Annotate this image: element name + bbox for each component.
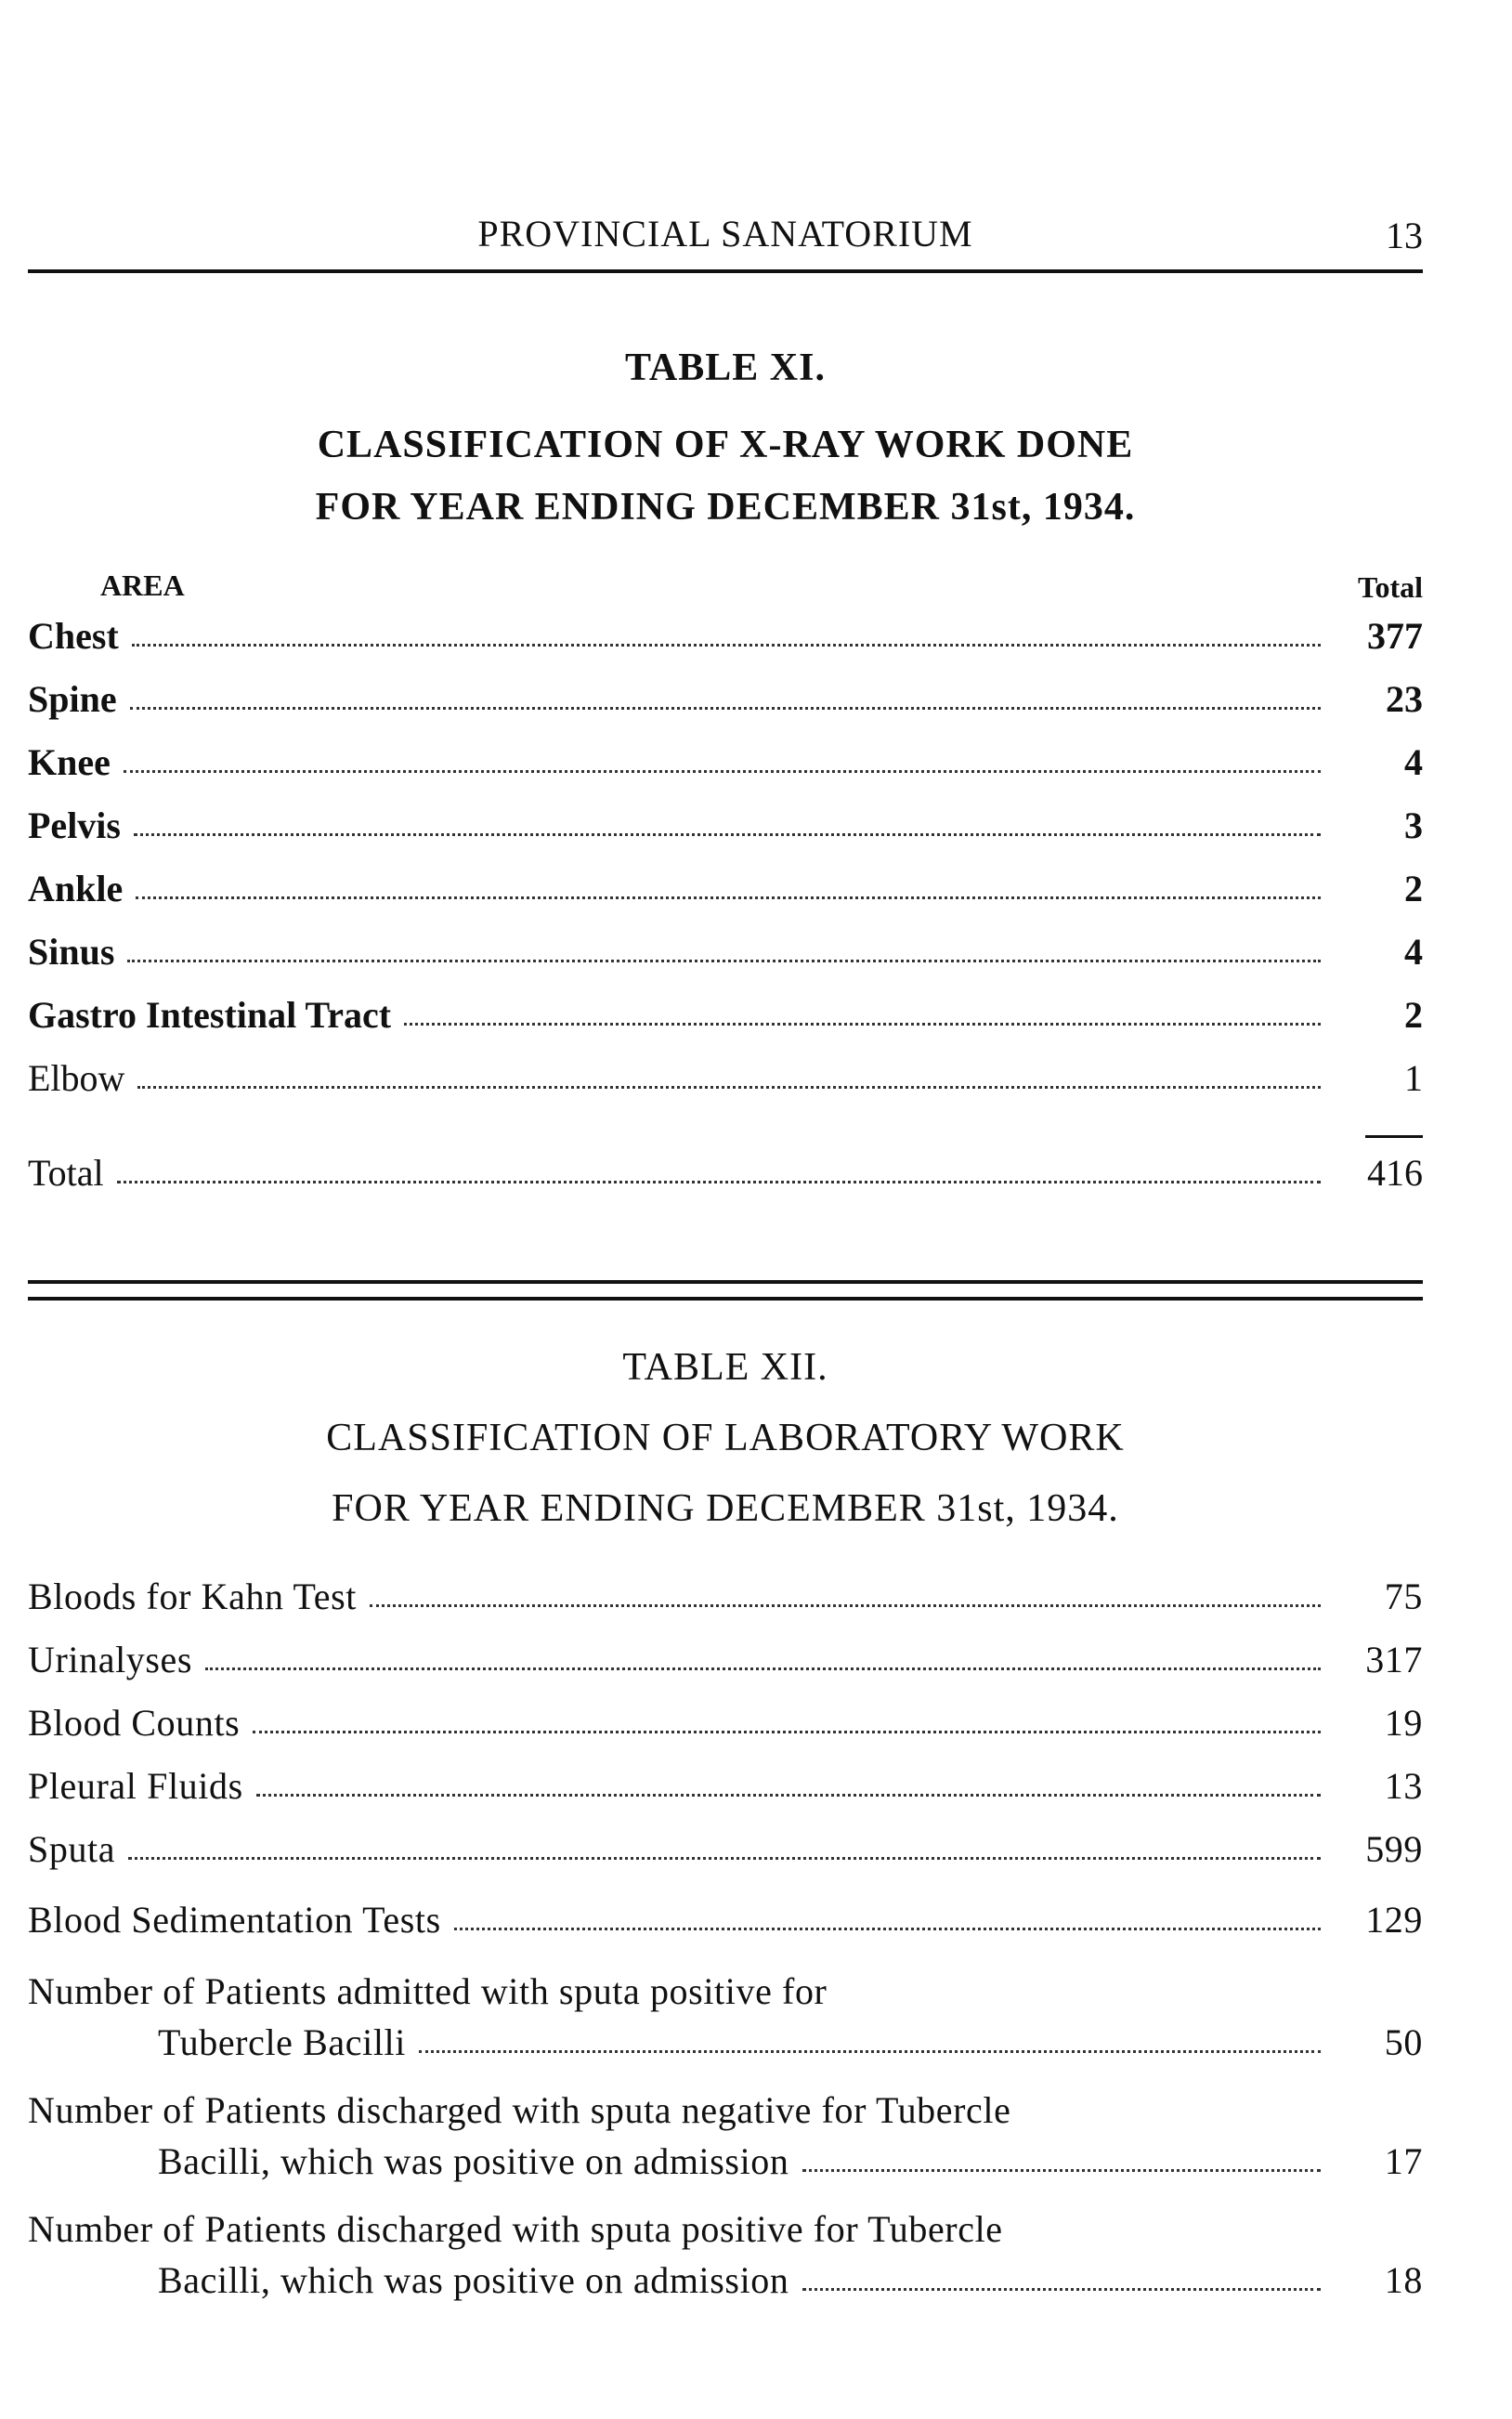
row-value: 50 <box>1384 2021 1423 2063</box>
table-row <box>28 669 1423 721</box>
row-label: Blood Counts <box>28 1702 241 1744</box>
table-row <box>28 985 1423 1037</box>
row-label-line1: Number of Patients discharged with sputa positive for Tubercle <box>28 2208 1003 2250</box>
table-row <box>28 1696 1423 1745</box>
row-label-line2: Bacilli, which was positive on admission <box>158 2140 789 2182</box>
dot-leader <box>419 2050 1321 2053</box>
sum-rule <box>1365 1135 1423 1138</box>
row-label-line2: Bacilli, which was positive on admission <box>158 2259 789 2301</box>
row-label: Urinalyses <box>28 1639 193 1680</box>
dot-leader <box>454 1928 1321 1930</box>
column-header-total: Total <box>1358 570 1423 604</box>
row-label: Chest <box>28 615 119 657</box>
row-label-line1: Number of Patients discharged with sputa negative for Tubercle <box>28 2089 1011 2131</box>
row-value: 129 <box>1365 1899 1423 1941</box>
dot-leader <box>124 770 1321 773</box>
dot-leader <box>253 1731 1321 1733</box>
row-label: Gastro Intestinal Tract <box>28 994 392 1036</box>
header-rule <box>28 269 1423 273</box>
running-title: PROVINCIAL SANATORIUM <box>477 213 973 255</box>
dot-leader <box>130 707 1321 710</box>
table-row <box>28 1570 1423 1618</box>
page-number: 13 <box>1386 215 1423 256</box>
dot-leader <box>134 833 1321 836</box>
table-xii-title: TABLE XII. <box>622 1346 828 1389</box>
dot-leader <box>404 1023 1321 1026</box>
row-value: 75 <box>1384 1576 1423 1617</box>
table-row-multiline <box>28 2086 1423 2183</box>
table-xii-caption-line2: FOR YEAR ENDING DECEMBER 31st, 1934. <box>332 1487 1119 1530</box>
document-page <box>28 0 1423 2419</box>
row-label-line2: Tubercle Bacilli <box>158 2021 406 2063</box>
table-row <box>28 795 1423 847</box>
total-value: 416 <box>1367 1152 1423 1194</box>
column-header-area: AREA <box>100 569 185 602</box>
dot-leader <box>205 1667 1321 1670</box>
row-label: Pelvis <box>28 804 121 846</box>
row-value: 4 <box>1404 931 1423 973</box>
table-row <box>28 1759 1423 1808</box>
dot-leader <box>802 2169 1322 2172</box>
table-row <box>28 1823 1423 1871</box>
dot-leader <box>370 1604 1321 1607</box>
table-row <box>28 1048 1423 1100</box>
row-value: 17 <box>1384 2140 1423 2182</box>
total-label: Total <box>28 1152 104 1194</box>
dot-leader <box>802 2288 1322 2291</box>
row-value: 2 <box>1404 868 1423 909</box>
table-row <box>28 606 1423 658</box>
row-value: 4 <box>1404 741 1423 783</box>
row-value: 317 <box>1365 1639 1423 1680</box>
row-value: 377 <box>1367 615 1423 657</box>
row-value: 23 <box>1386 678 1423 720</box>
dot-leader <box>127 960 1321 962</box>
row-value: 1 <box>1404 1057 1423 1099</box>
table-xi-caption-line2: FOR YEAR ENDING DECEMBER 31st, 1934. <box>315 486 1136 529</box>
row-label: Spine <box>28 678 117 720</box>
dot-leader <box>128 1857 1321 1860</box>
row-label: Sinus <box>28 931 115 973</box>
section-divider <box>28 1280 1423 1301</box>
row-value: 3 <box>1404 804 1423 846</box>
table-row-multiline <box>28 1968 1423 2064</box>
table-row-multiline <box>28 2205 1423 2302</box>
row-value: 18 <box>1384 2259 1423 2301</box>
table-xi-title: TABLE XI. <box>625 347 826 389</box>
table-total-row <box>28 1143 1423 1195</box>
dot-leader <box>137 1086 1321 1089</box>
row-value: 13 <box>1384 1765 1423 1807</box>
dot-leader <box>132 644 1321 647</box>
dot-leader <box>117 1181 1321 1183</box>
row-value: 2 <box>1404 994 1423 1036</box>
table-xii-caption-line1: CLASSIFICATION OF LABORATORY WORK <box>326 1417 1125 1459</box>
row-label: Elbow <box>28 1057 125 1099</box>
table-row <box>28 732 1423 784</box>
row-label: Pleural Fluids <box>28 1765 243 1807</box>
row-value: 599 <box>1365 1828 1423 1870</box>
row-value: 19 <box>1384 1702 1423 1744</box>
row-label: Knee <box>28 741 111 783</box>
dot-leader <box>256 1794 1321 1797</box>
row-label: Bloods for Kahn Test <box>28 1576 357 1617</box>
dot-leader <box>136 896 1321 899</box>
table-row <box>28 1893 1423 1942</box>
row-label: Blood Sedimentation Tests <box>28 1899 441 1941</box>
row-label: Ankle <box>28 868 124 909</box>
table-row <box>28 1633 1423 1681</box>
table-row <box>28 858 1423 910</box>
table-row <box>28 922 1423 974</box>
table-xi-caption-line1: CLASSIFICATION OF X-RAY WORK DONE <box>317 424 1134 466</box>
row-label: Sputa <box>28 1828 116 1870</box>
page-header <box>28 212 1423 268</box>
row-label-line1: Number of Patients admitted with sputa positive for <box>28 1970 828 2012</box>
